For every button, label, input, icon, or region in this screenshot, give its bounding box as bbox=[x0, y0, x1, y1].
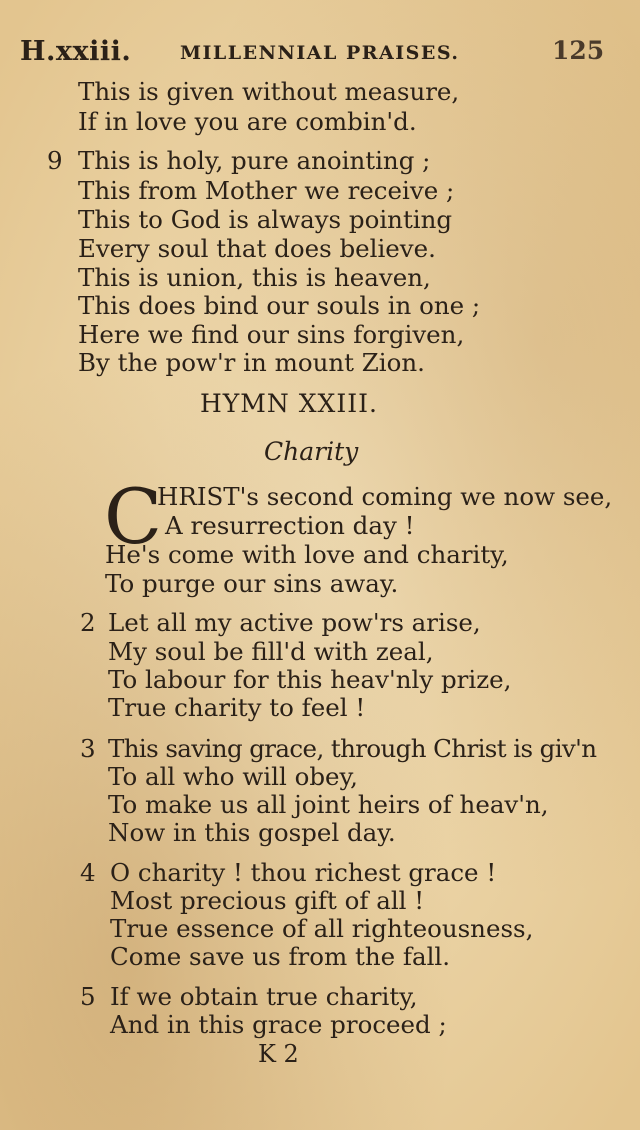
page-number: 125 bbox=[552, 36, 605, 65]
verse-line: HRIST's second coming we now see, bbox=[157, 482, 613, 511]
stanza-number: 9 bbox=[47, 146, 63, 175]
verse-line: This does bind our souls in one ; bbox=[78, 291, 481, 320]
stanza-number: 5 bbox=[80, 982, 96, 1011]
verse-line: Let all my active pow'rs arise, bbox=[108, 608, 481, 637]
verse-line: This is given without measure, bbox=[78, 77, 460, 106]
verse-line: This is holy, pure anointing ; bbox=[78, 146, 431, 175]
hymn-reference: H.xxiii. bbox=[20, 36, 132, 67]
verse-line: Here we find our sins forgiven, bbox=[78, 320, 465, 349]
verse-line: If we obtain true charity, bbox=[110, 982, 418, 1011]
hymn-subtitle: Charity bbox=[264, 437, 359, 466]
drop-cap: C bbox=[104, 472, 163, 561]
stanza-number: 3 bbox=[80, 734, 96, 763]
verse-line: This from Mother we receive ; bbox=[78, 176, 455, 205]
verse-line: He's come with love and charity, bbox=[105, 540, 509, 569]
verse-line: To make us all joint heirs of heav'n, bbox=[108, 790, 549, 819]
verse-line: By the pow'r in mount Zion. bbox=[78, 348, 425, 377]
verse-line: This is union, this is heaven, bbox=[78, 263, 431, 292]
stanza-number: 2 bbox=[80, 608, 96, 637]
verse-line: O charity ! thou richest grace ! bbox=[110, 858, 497, 887]
verse-line: True essence of all righteousness, bbox=[110, 914, 534, 943]
verse-line: To all who will obey, bbox=[108, 762, 358, 791]
running-title: MILLENNIAL PRAISES. bbox=[180, 42, 460, 64]
verse-line: Most precious gift of all ! bbox=[110, 886, 425, 915]
verse-line: Every soul that does believe. bbox=[78, 234, 436, 263]
stanza-number: 4 bbox=[80, 858, 96, 887]
verse-line: This to God is always pointing bbox=[78, 205, 453, 234]
verse-line: My soul be fill'd with zeal, bbox=[108, 637, 434, 666]
signature-mark: K 2 bbox=[258, 1040, 299, 1068]
hymn-title: HYMN XXIII. bbox=[200, 389, 378, 418]
verse-line: And in this grace proceed ; bbox=[110, 1010, 447, 1039]
verse-line: Now in this gospel day. bbox=[108, 818, 396, 847]
verse-line: This saving grace, through Christ is giv'n bbox=[108, 734, 597, 763]
verse-line: Come save us from the fall. bbox=[110, 942, 451, 971]
verse-line: If in love you are combin'd. bbox=[78, 107, 417, 136]
verse-line: True charity to feel ! bbox=[108, 693, 366, 722]
verse-line: To labour for this heav'nly prize, bbox=[108, 665, 512, 694]
verse-line: A resurrection day ! bbox=[165, 511, 415, 540]
verse-line: To purge our sins away. bbox=[105, 569, 399, 598]
